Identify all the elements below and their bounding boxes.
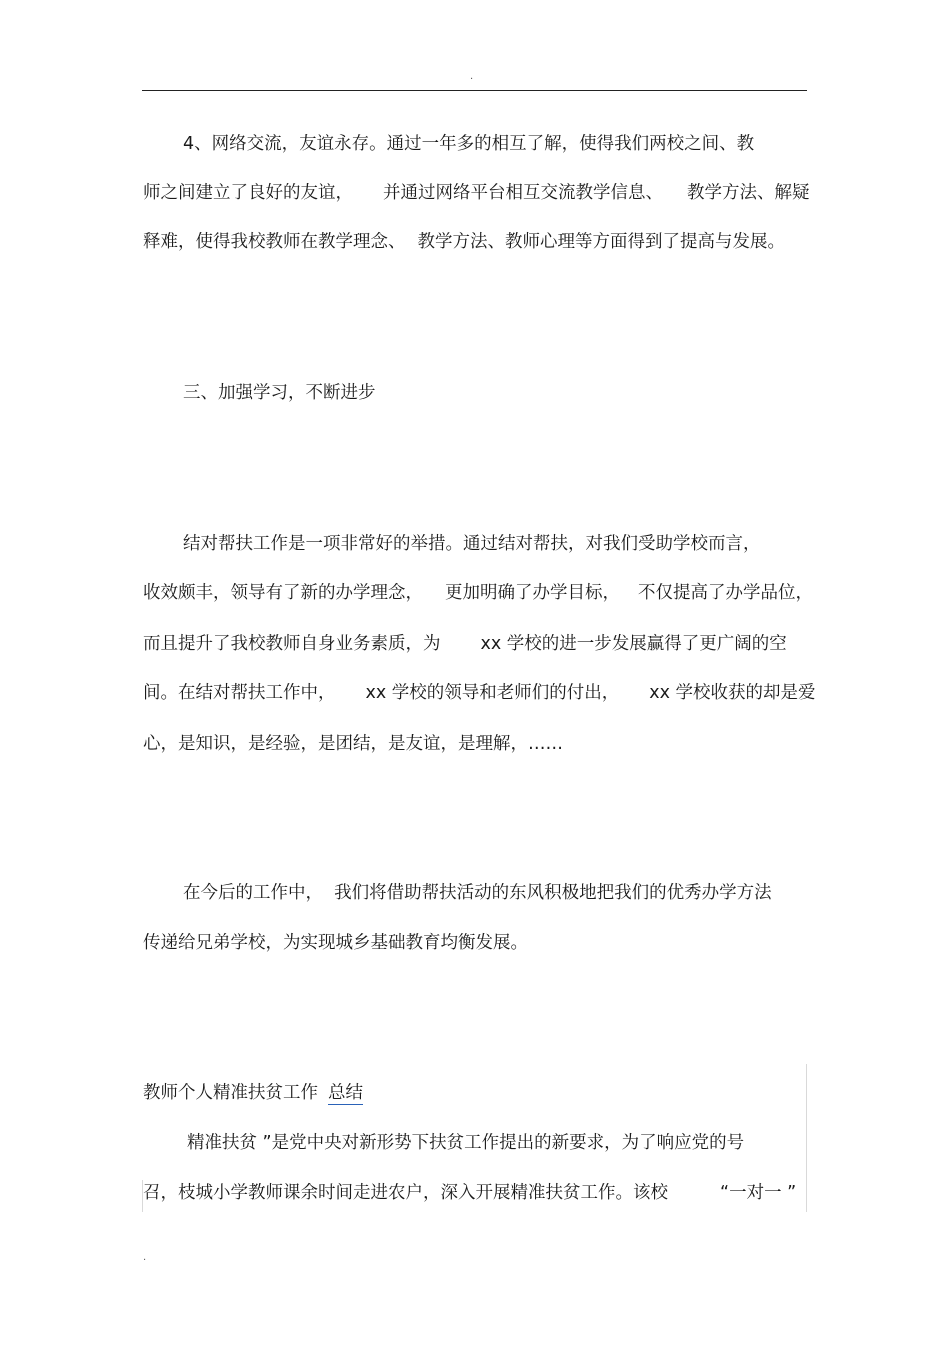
next-article-title-link[interactable]: 总结 bbox=[328, 1083, 363, 1103]
future-line-1: 在今后的工作中， 我们将借助帮扶活动的东风积极地把我们的优秀办学方法 bbox=[183, 883, 772, 903]
pairing-line-5: 心，是知识，是经验，是团结，是友谊，是理解，…… bbox=[143, 734, 563, 754]
section-4-line-1: 4、网络交流，友谊永存。通过一年多的相互了解，使得我们两校之间、教 bbox=[183, 134, 755, 154]
section-4-line-3 bbox=[143, 230, 785, 254]
section-4-line-2-part-2: 并通过网络平台相互交流教学信息、 bbox=[383, 183, 663, 203]
pairing-line-4 bbox=[143, 681, 816, 705]
pairing-line-2-part-1: 收效颇丰，领导有了新的办学理念， bbox=[143, 583, 423, 603]
table-border-right bbox=[806, 1064, 807, 1212]
section-4-line-2-part-1: 师之间建立了良好的友谊， bbox=[143, 183, 353, 203]
next-article-title-text: 教师个人精准扶贫工作 bbox=[143, 1083, 318, 1103]
footer-mark: . bbox=[143, 1252, 147, 1263]
pairing-line-1: 结对帮扶工作是一项非常好的举措。通过结对帮扶，对我们受助学校而言， bbox=[183, 534, 761, 554]
next-article-title bbox=[143, 1081, 363, 1105]
header-rule bbox=[142, 90, 807, 91]
section-4-line-3-part-1: 释难，使得我校教师在教学理念、 bbox=[143, 232, 406, 252]
pairing-line-3 bbox=[143, 632, 787, 656]
section-4-line-3-part-2: 教学方法、教师心理等方面得到了提高与发展。 bbox=[417, 232, 785, 252]
next-article-line-1: 精准扶贫 ”是党中央对新形势下扶贫工作提出的新要求，为了响应党的号 bbox=[187, 1133, 745, 1153]
next-article-line-2 bbox=[143, 1181, 796, 1205]
pairing-line-2-part-3: 不仅提高了办学品位， bbox=[638, 583, 813, 603]
pairing-line-4-part-3: xx 学校收获的却是爱 bbox=[649, 683, 816, 703]
next-article-line-2-part-2: “一对一 ” bbox=[720, 1183, 797, 1203]
section-heading-3: 三、加强学习，不断进步 bbox=[183, 383, 376, 403]
pairing-line-3-part-2: xx 学校的进一步发展赢得了更广阔的空 bbox=[480, 634, 787, 654]
pairing-line-2 bbox=[143, 581, 813, 605]
section-4-line-2 bbox=[143, 181, 810, 205]
next-article-line-2-part-1: 召，枝城小学教师课余时间走进农户，深入开展精准扶贫工作。该校 bbox=[143, 1183, 668, 1203]
pairing-line-4-part-1: 间。在结对帮扶工作中， bbox=[143, 683, 336, 703]
future-line-2: 传递给兄弟学校，为实现城乡基础教育均衡发展。 bbox=[143, 933, 528, 953]
pairing-line-4-part-2: xx 学校的领导和老师们的付出， bbox=[365, 683, 620, 703]
pairing-line-2-part-2: 更加明确了办学目标， bbox=[445, 583, 620, 603]
header-mark: . bbox=[470, 71, 474, 82]
section-4-line-2-part-3: 教学方法、解疑 bbox=[687, 183, 810, 203]
pairing-line-3-part-1: 而且提升了我校教师自身业务素质，为 bbox=[143, 634, 441, 654]
